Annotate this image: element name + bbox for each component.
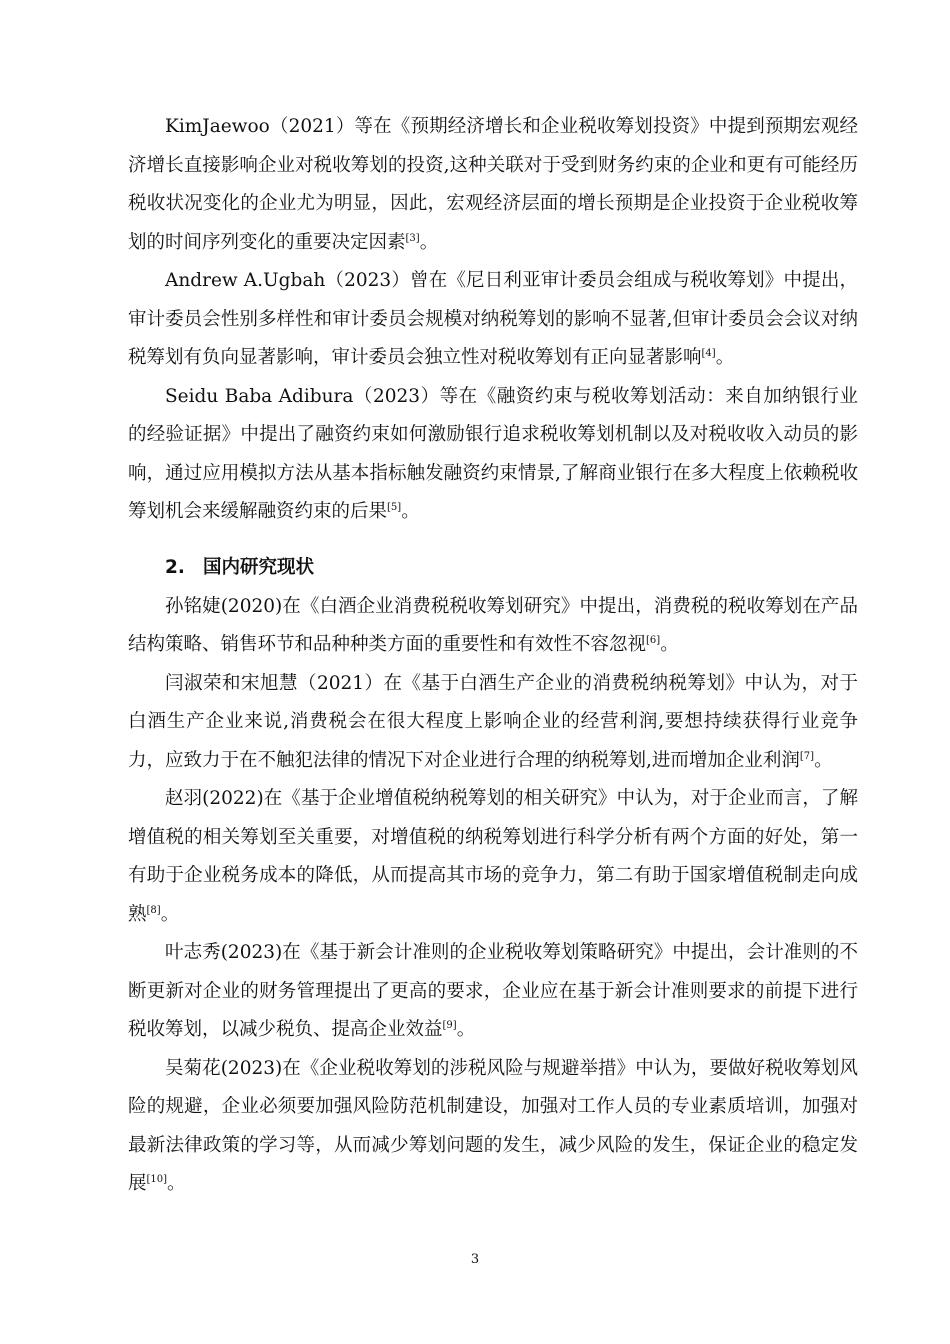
paragraph-zhao: 赵羽(2022)在《基于企业增值税纳税筹划的相关研究》中认为，对于企业而言，了解增值税的相关筹划至关重要，对增值税的纳税筹划进行科学分析有两个方面的好处，第一有助于企业税务成本的降低，从而提高其市场的竞争力，第二有助于国家增值税制走向成熟[8]。 <box>128 788 858 925</box>
page-number: 3 <box>470 1252 480 1267</box>
paragraph-sun: 孙铭婕(2020)在《白酒企业消费税税收筹划研究》中提出，消费税的税收筹划在产品结构策略、销售环节和品种种类方面的重要性和有效性不容忽视[6]。 <box>128 595 858 655</box>
citation: [5] <box>387 501 402 513</box>
citation: [3] <box>405 232 420 244</box>
citation: [8] <box>146 904 161 916</box>
document-body <box>128 108 858 1204</box>
paragraph-ugbah: Andrew A.Ugbah（2023）曾在《尼日利亚审计委员会组成与税收筹划》中提出，审计委员会性别多样性和审计委员会规模对纳税筹划的影响不显著,但审计委员会会议对纳税筹划有负向显著影响，审计委员会独立性对税收筹划有正向显著影响[4]。 <box>128 270 858 368</box>
section-title: 国内研究现状 <box>203 556 315 578</box>
paragraph-adibura: Seidu Baba Adibura（2023）等在《融资约束与税收筹划活动：来自加纳银行业的经验证据》中提出了融资约束如何激励银行追求税收筹划机制以及对税收收入动员的影响，通过应用模拟方法从基本指标触发融资约束情景,了解商业银行在多大程度上依赖税收筹划机会来缓解融资约束的后果[5]。 <box>128 385 858 522</box>
paragraph-kimjaewoo: KimJaewoo（2021）等在《预期经济增长和企业税收筹划投资》中提到预期宏观经济增长直接影响企业对税收筹划的投资,这种关联对于受到财务约束的企业和更有可能经历税收状况变化的企业尤为明显，因此，宏观经济层面的增长预期是企业投资于企业税收筹划的时间序列变化的重要决定因素[3]。 <box>128 116 858 253</box>
section-heading <box>128 549 858 587</box>
citation: [7] <box>799 750 815 762</box>
paragraph-wu: 吴菊花(2023)在《企业税收筹划的涉税风险与规避举措》中认为，要做好税收筹划风险的规避，企业必须要加强风险防范机制建设，加强对工作人员的专业素质培训，加强对最新法律政策的学习等，从而减少筹划问题的发生，减少风险的发生，保证企业的稳定发展[10]。 <box>128 1057 858 1194</box>
citation: [4] <box>701 347 716 359</box>
citation: [6] <box>646 634 661 646</box>
section-number: 2. <box>165 556 185 578</box>
citation: [10] <box>146 1173 168 1185</box>
paragraph-yan: 闫淑荣和宋旭慧（2021）在《基于白酒生产企业的消费税纳税筹划》中认为，对于白酒生产企业来说,消费税会在很大程度上影响企业的经营利润,要想持续获得行业竞争力，应致力于在不触犯法律的情况下对企业进行合理的纳税筹划,进而增加企业利润[7]。 <box>128 672 858 771</box>
citation: [9] <box>442 1019 457 1031</box>
paragraph-ye: 叶志秀(2023)在《基于新会计准则的企业税收筹划策略研究》中提出，会计准则的不断更新对企业的财务管理提出了更高的要求，企业应在基于新会计准则要求的前提下进行税收筹划，以减少税负、提高企业效益[9]。 <box>128 942 858 1040</box>
